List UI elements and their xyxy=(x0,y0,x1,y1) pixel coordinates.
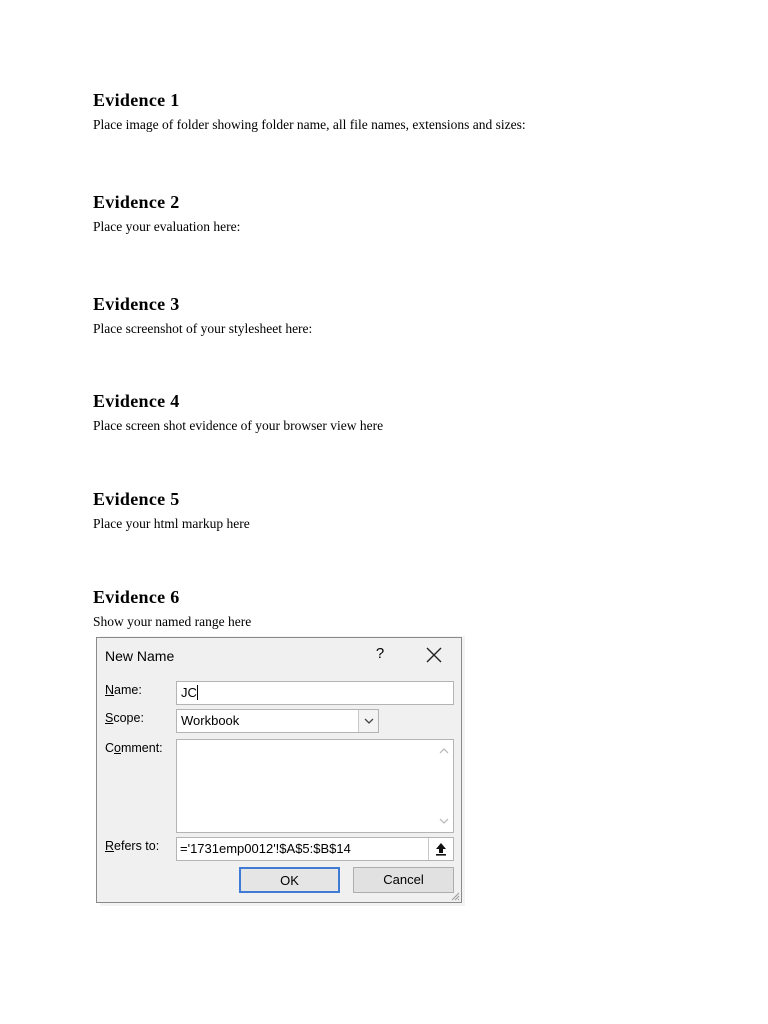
section-instruction: Place your html markup here xyxy=(93,516,250,531)
refers-label-text: efers to: xyxy=(114,839,160,853)
name-label xyxy=(105,683,142,697)
section-instruction: Place image of folder showing folder name, all file names, extensions and sizes: xyxy=(93,117,526,132)
ok-button[interactable]: OK xyxy=(239,867,340,893)
text-caret xyxy=(197,685,198,700)
new-name-dialog xyxy=(96,637,462,903)
scroll-up-icon[interactable] xyxy=(435,742,453,760)
scope-dropdown-button[interactable] xyxy=(358,710,378,732)
evidence-section-4 xyxy=(93,390,383,435)
name-input[interactable] xyxy=(176,681,454,705)
evidence-section-6 xyxy=(93,586,251,631)
section-instruction: Place your evaluation here: xyxy=(93,219,241,234)
refers-to-input[interactable] xyxy=(176,837,454,861)
refers-to-value: ='1731emp0012'!$A$5:$B$14 xyxy=(180,841,351,856)
dialog-title: New Name xyxy=(105,648,175,664)
cancel-button[interactable]: Cancel xyxy=(353,867,454,893)
comment-textarea[interactable] xyxy=(176,739,454,833)
section-heading: Evidence 1 xyxy=(93,90,180,110)
section-heading: Evidence 2 xyxy=(93,192,180,212)
chevron-down-icon xyxy=(359,710,379,732)
name-label-hotkey: N xyxy=(105,683,115,697)
name-input-value: JC xyxy=(181,685,197,700)
section-instruction: Place screen shot evidence of your browser view here xyxy=(93,418,384,433)
evidence-section-5 xyxy=(93,488,250,533)
name-label-text: ame: xyxy=(114,683,142,697)
resize-grip-icon[interactable] xyxy=(450,891,460,901)
evidence-section-1 xyxy=(93,89,526,134)
scope-select[interactable] xyxy=(176,709,379,733)
comment-scrollbar[interactable] xyxy=(435,740,453,832)
scroll-down-icon[interactable] xyxy=(435,812,453,830)
section-heading: Evidence 4 xyxy=(93,391,180,411)
scope-label-hotkey: S xyxy=(105,711,114,725)
section-instruction: Place screenshot of your stylesheet here: xyxy=(93,321,313,336)
close-icon xyxy=(423,644,445,666)
evidence-section-3 xyxy=(93,293,312,338)
scope-label-text: cope: xyxy=(113,711,144,725)
section-heading: Evidence 3 xyxy=(93,294,180,314)
scope-select-value: Workbook xyxy=(181,713,240,728)
refers-to-label xyxy=(105,839,159,853)
close-button[interactable] xyxy=(423,644,445,666)
collapse-dialog-icon xyxy=(429,838,453,860)
named-range-screenshot xyxy=(94,636,465,906)
section-instruction: Show your named range here xyxy=(93,614,252,629)
comment-label-text: mment: xyxy=(120,741,163,755)
scope-label xyxy=(105,711,144,725)
evidence-section-2 xyxy=(93,191,240,236)
section-heading: Evidence 6 xyxy=(93,587,180,607)
collapse-dialog-button[interactable] xyxy=(428,838,453,860)
section-heading: Evidence 5 xyxy=(93,489,180,509)
comment-label xyxy=(105,741,163,755)
help-button[interactable]: ? xyxy=(375,645,385,662)
comment-label-first: C xyxy=(105,741,115,755)
refers-label-hotkey: R xyxy=(105,839,115,853)
comment-label-hotkey: o xyxy=(114,741,121,755)
